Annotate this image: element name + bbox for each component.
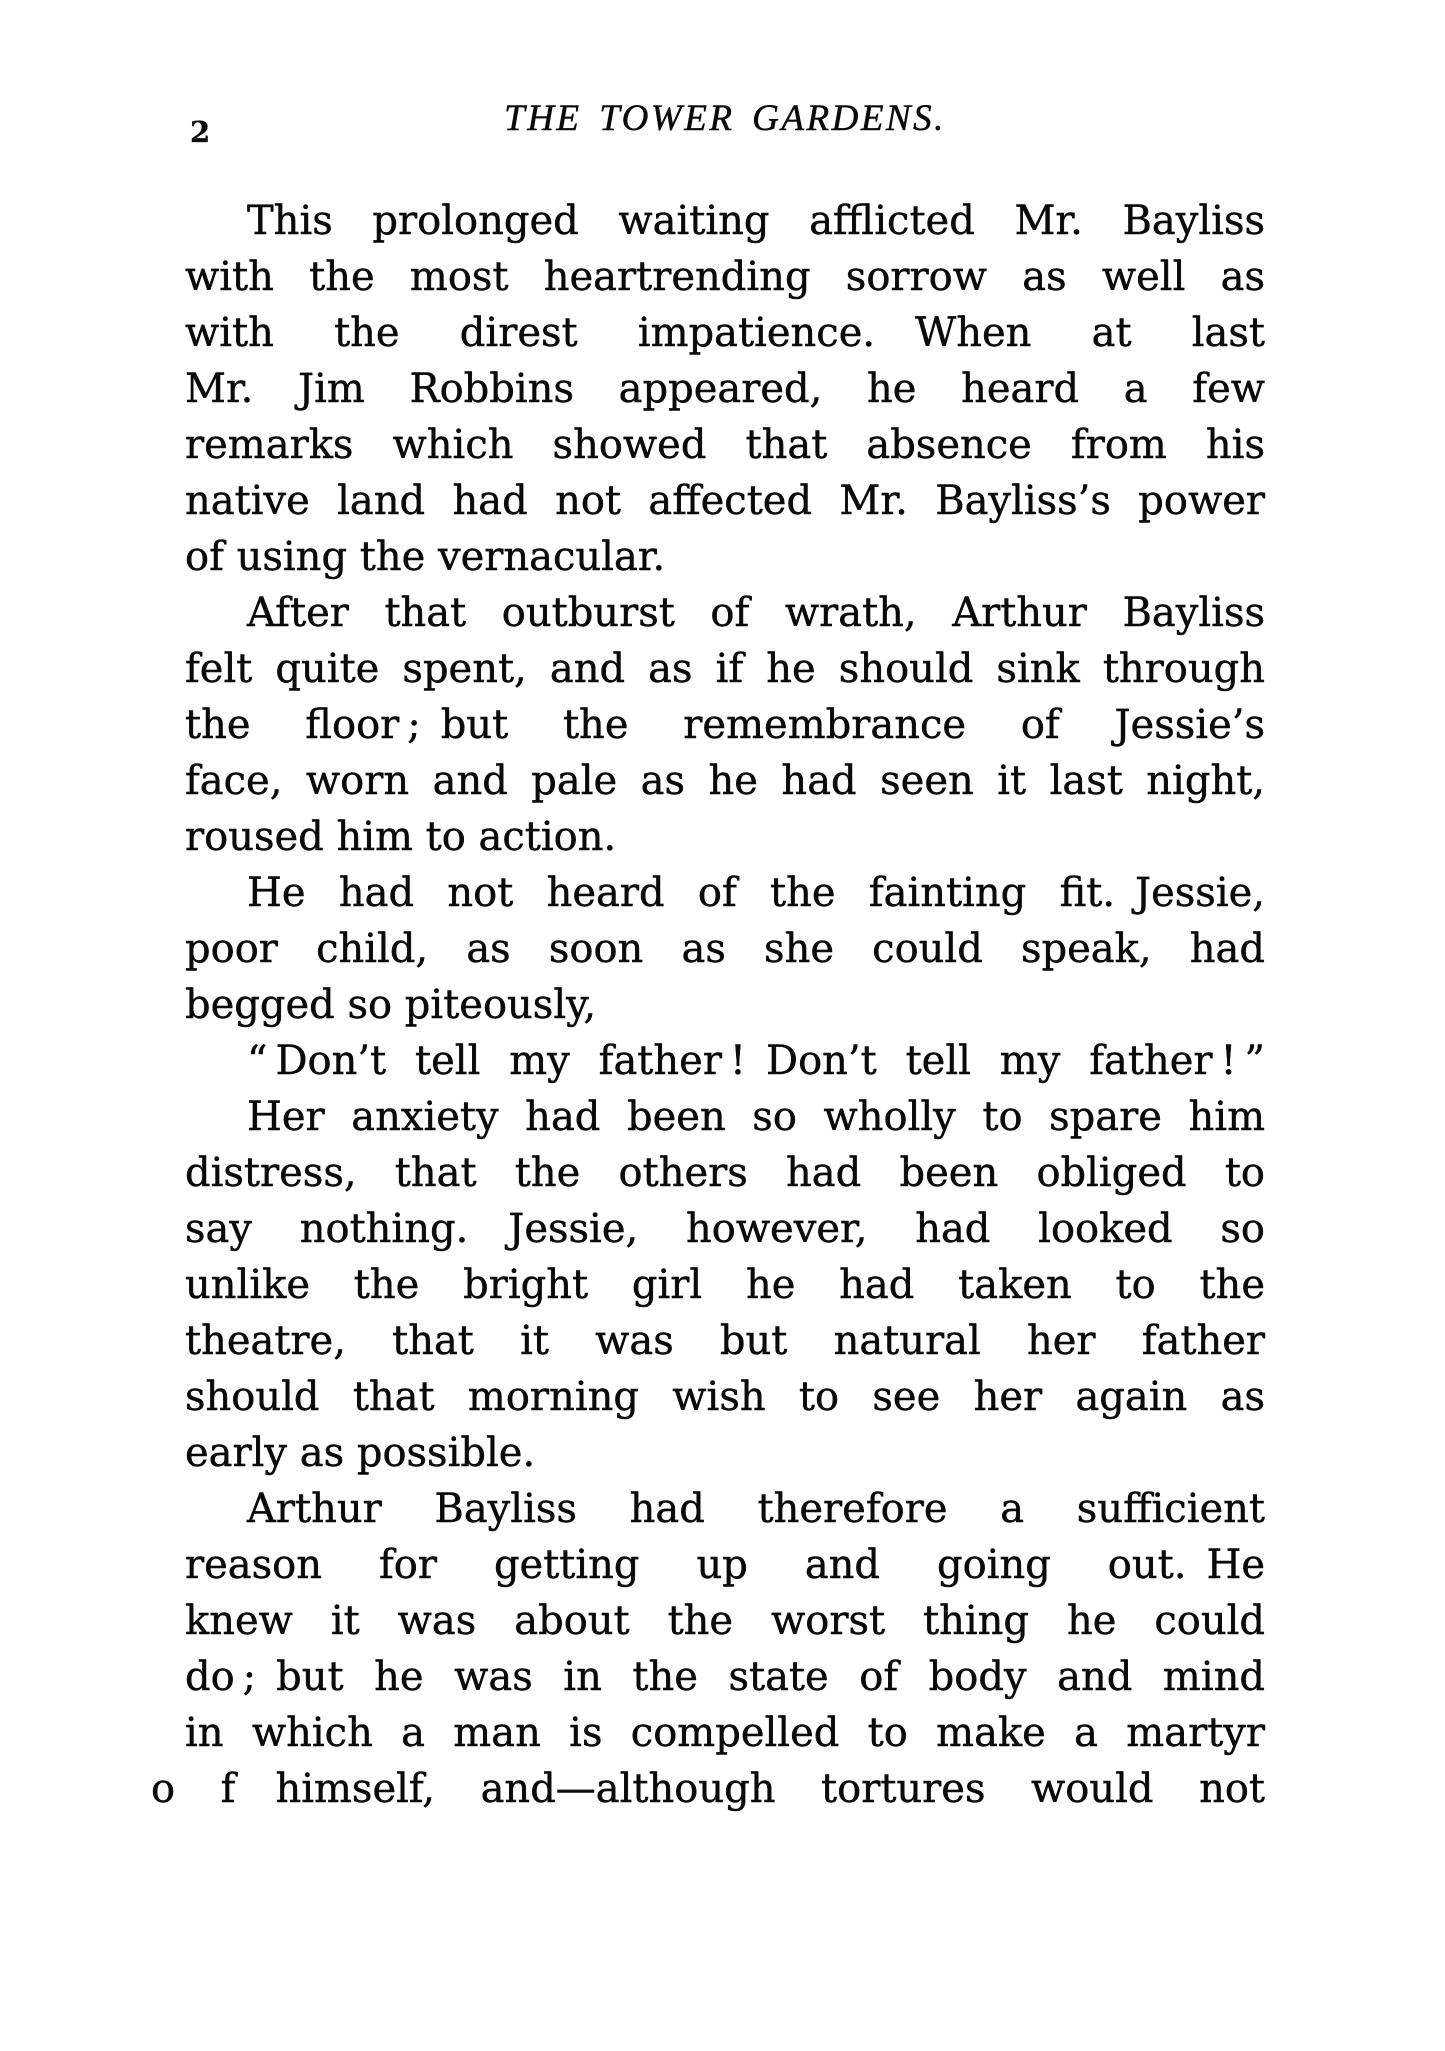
text-line: o f himself, and—although tortures would not <box>151 1766 1265 1812</box>
text-line: poor child, as soon as she could speak, had <box>185 926 1265 972</box>
text-line: say nothing. Jessie, however, had looked so <box>185 1206 1265 1252</box>
running-header: THE TOWER GARDENS. <box>504 98 946 139</box>
text-line: roused him to action. <box>185 814 617 860</box>
text-line: the floor ; but the remembrance of Jessie’s <box>185 702 1265 748</box>
text-line: reason for getting up and going out. He <box>185 1542 1265 1588</box>
text-line: native land had not affected Mr. Bayliss’s power <box>185 478 1265 524</box>
text-line: with the direst impatience. When at last <box>185 310 1265 356</box>
text-line: “ Don’t tell my father ! Don’t tell my father ! ” <box>247 1038 1265 1084</box>
text-line: felt quite spent, and as if he should sink through <box>185 646 1265 692</box>
text-line: face, worn and pale as he had seen it last night, <box>185 758 1265 804</box>
text-line: knew it was about the worst thing he could <box>185 1598 1265 1644</box>
text-line: should that morning wish to see her again as <box>185 1374 1265 1420</box>
text-line: Her anxiety had been so wholly to spare him <box>247 1094 1265 1140</box>
text-line: with the most heartrending sorrow as well as <box>185 254 1265 300</box>
text-line: unlike the bright girl he had taken to the <box>185 1262 1265 1308</box>
text-line: After that outburst of wrath, Arthur Bayliss <box>247 590 1265 636</box>
text-line: Arthur Bayliss had therefore a sufficient <box>247 1486 1265 1532</box>
text-line: distress, that the others had been obliged to <box>185 1150 1265 1196</box>
text-line: This prolonged waiting afflicted Mr. Bayliss <box>247 198 1265 244</box>
text-line: theatre, that it was but natural her father <box>185 1318 1265 1364</box>
text-line: He had not heard of the fainting fit. Jessie, <box>247 870 1265 916</box>
text-line: in which a man is compelled to make a martyr <box>185 1710 1265 1756</box>
text-line: begged so piteously, <box>185 982 597 1028</box>
body-text <box>151 193 1265 1817</box>
text-line: early as possible. <box>185 1430 536 1476</box>
text-line: Mr. Jim Robbins appeared, he heard a few <box>185 366 1265 412</box>
page-number: 2 <box>190 115 211 149</box>
text-line: remarks which showed that absence from his <box>185 422 1265 468</box>
text-line: do ; but he was in the state of body and mind <box>185 1654 1265 1700</box>
text-line: of using the vernacular. <box>185 534 666 580</box>
